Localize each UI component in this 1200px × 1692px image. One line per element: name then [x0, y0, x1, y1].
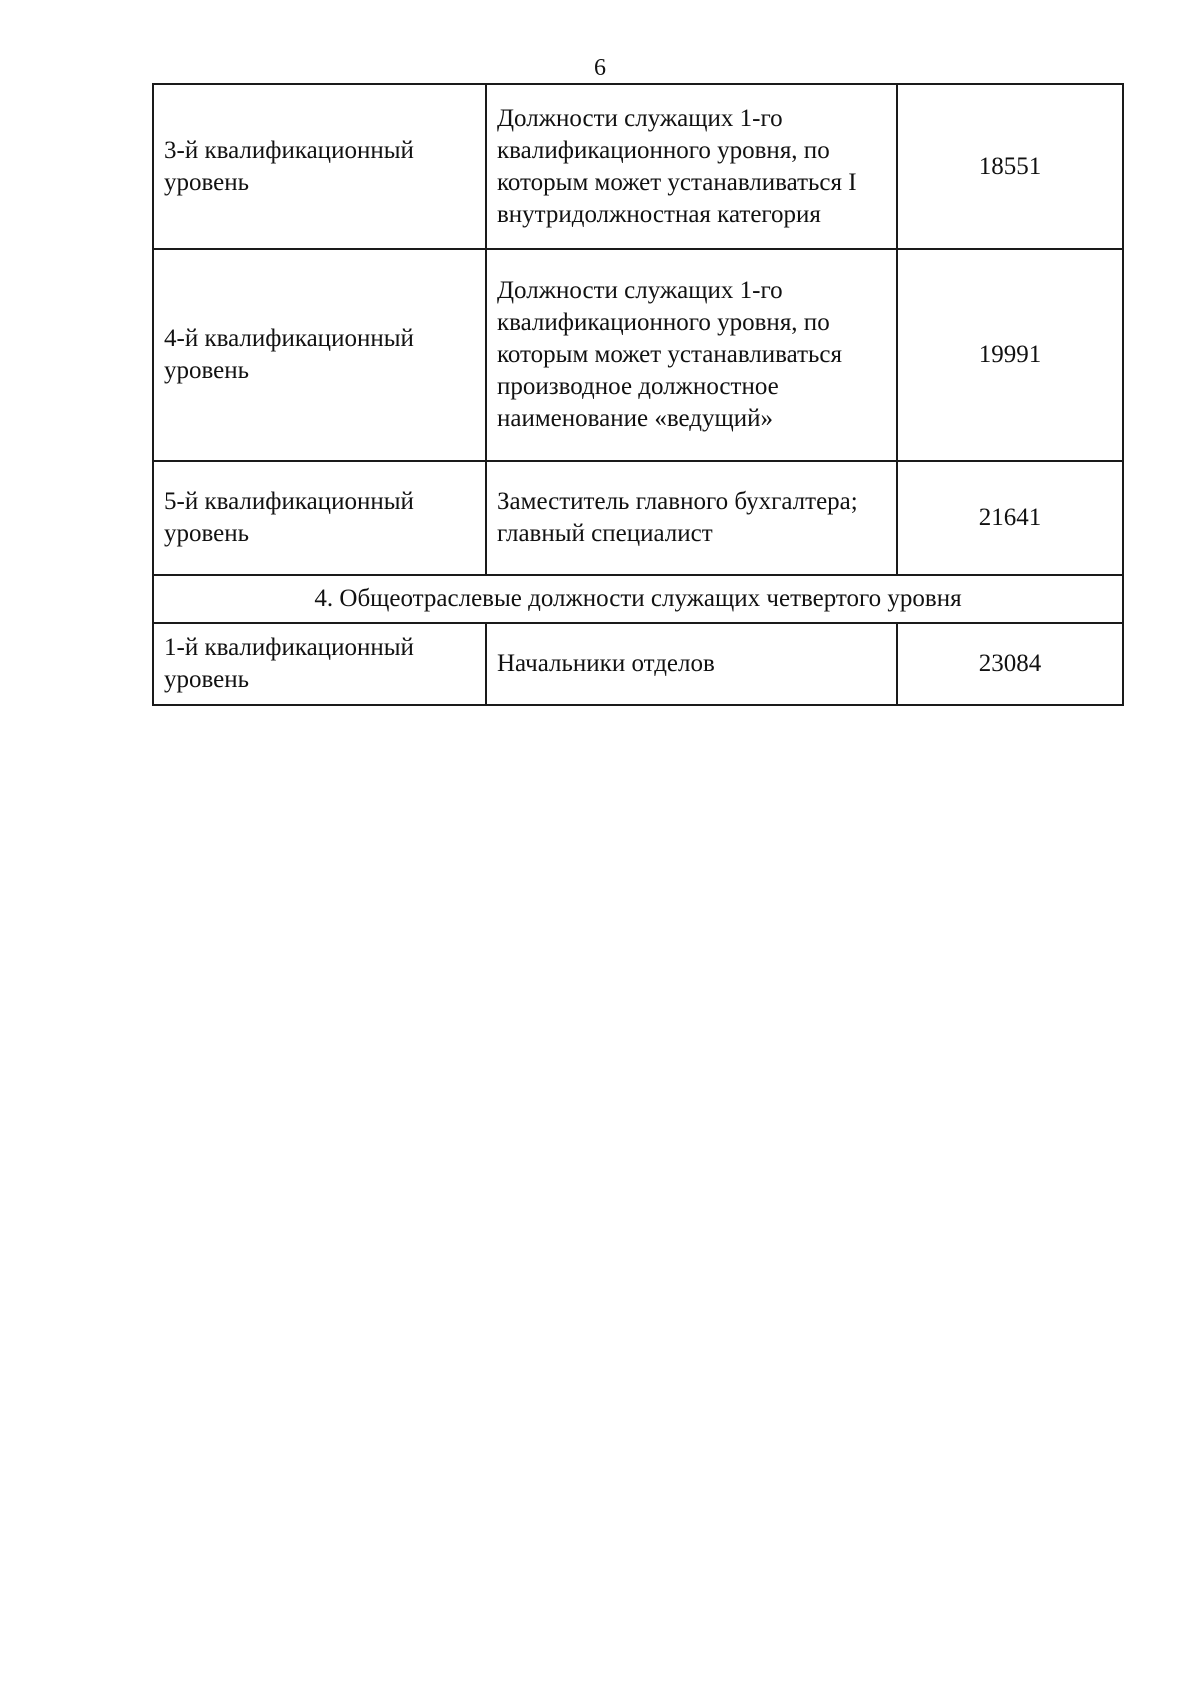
- qualification-level-cell: 1-й квалификационный уровень: [153, 623, 486, 705]
- position-cell: Заместитель главного бухгалтера; главный специалист: [486, 461, 897, 575]
- table-row: [153, 84, 1123, 249]
- position-cell: Должности служащих 1-го квалификационного уровня, по которым может устанавливаться производное должностное наименование «ведущий»: [486, 249, 897, 461]
- salary-cell: 21641: [897, 461, 1123, 575]
- section-heading-row: [153, 575, 1123, 623]
- salary-cell: 18551: [897, 84, 1123, 249]
- qualification-level-cell: 4-й квалификационный уровень: [153, 249, 486, 461]
- salary-cell: 19991: [897, 249, 1123, 461]
- table-row: [153, 461, 1123, 575]
- salary-cell: 23084: [897, 623, 1123, 705]
- table-row: [153, 623, 1123, 705]
- position-cell: Должности служащих 1-го квалификационного уровня, по которым может устанавливаться I внутридолжностная категория: [486, 84, 897, 249]
- salary-table: [152, 83, 1124, 706]
- position-cell: Начальники отделов: [486, 623, 897, 705]
- section-heading: 4. Общеотраслевые должности служащих четвертого уровня: [153, 575, 1123, 623]
- page-number: 6: [594, 55, 606, 81]
- qualification-level-cell: 3-й квалификационный уровень: [153, 84, 486, 249]
- qualification-level-cell: 5-й квалификационный уровень: [153, 461, 486, 575]
- table-row: [153, 249, 1123, 461]
